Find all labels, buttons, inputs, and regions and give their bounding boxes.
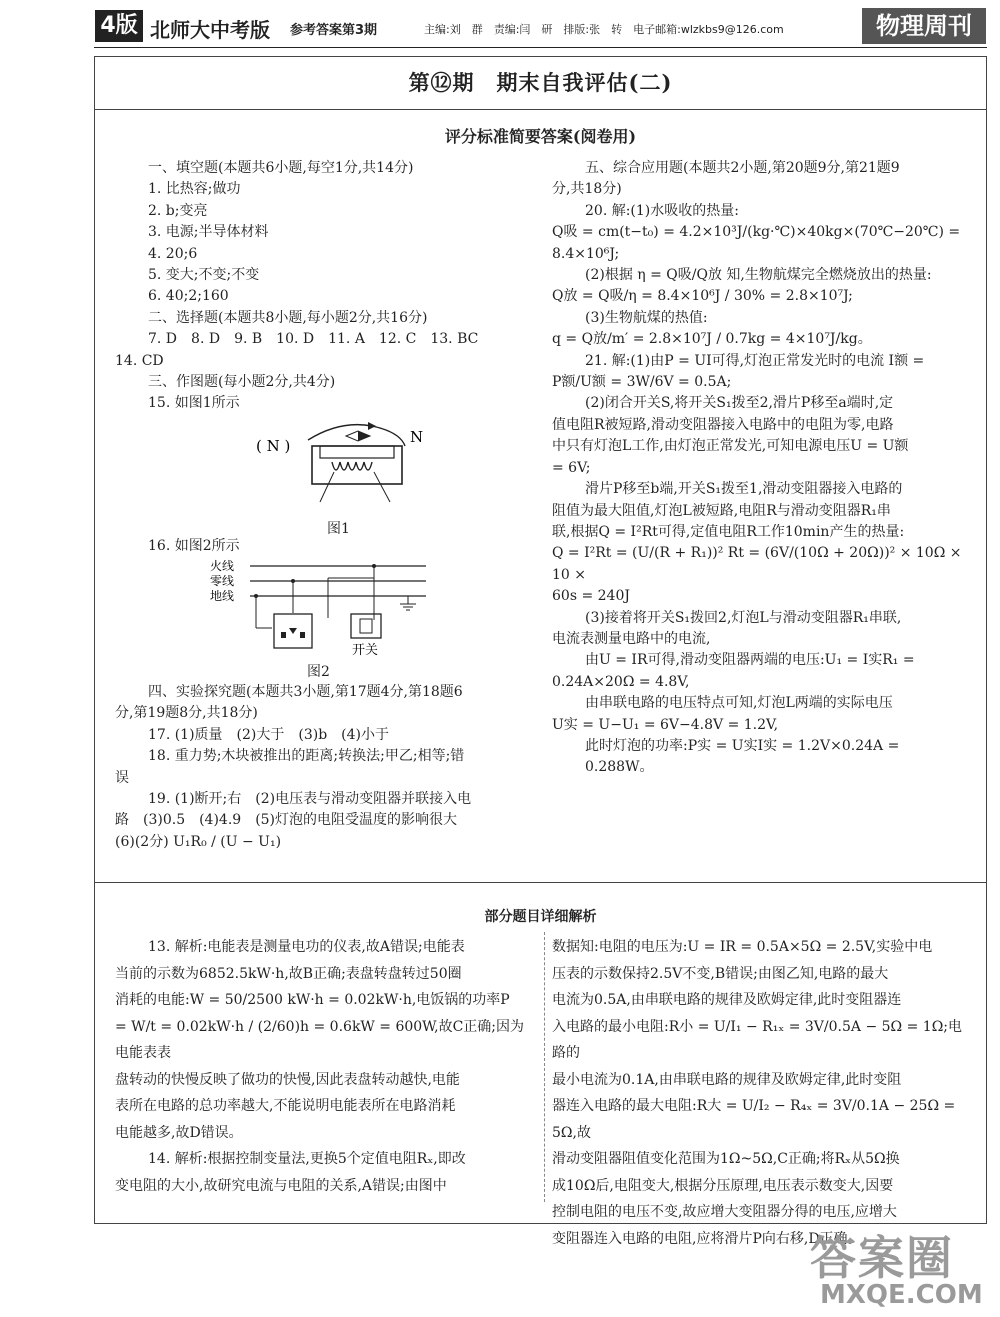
text-line: (6)(2分) U₁R₀ / (U − U₁)	[115, 833, 282, 850]
text-line: P额/U额 = 3W/6V = 0.5A;	[552, 374, 732, 391]
text-line: 中只有灯泡L工作,由灯泡正常发光,可知电源电压U = U额	[552, 438, 909, 455]
text-line: 路 (3)0.5 (4)4.9 (5)灯泡的电阻受温度的影响很大	[115, 812, 458, 829]
fig1-right-pole: N	[410, 428, 424, 446]
text-line: 电能越多,故D错误。	[115, 1124, 243, 1141]
text-line: 压表的示数保持2.5V不变,B错误;由图乙知,电路的最大	[552, 965, 889, 982]
text-line: 联,根据Q = I²Rt可得,定值电阻R工作10min产生的热量:	[552, 523, 905, 540]
text-line: = 6V;	[552, 459, 591, 476]
text-line: 消耗的电能:W = 50/2500 kW·h = 0.02kW·h,电饭锅的功率P	[115, 992, 510, 1008]
text-line: 60s = 240J	[552, 588, 630, 605]
text-line: 1. 比热容;做功	[148, 181, 241, 198]
text-line: 数据知:电阻的电压为:U = IR = 0.5A×5Ω = 2.5V,实验中电	[552, 939, 933, 955]
fig2-ground-wire: 地线	[210, 589, 235, 603]
editor-credits: 主编:刘 群 责编:闫 研 排版:张 转 电子邮箱:wlzkbs9@126.com	[424, 23, 784, 36]
fig1-left-pole: ( N )	[256, 437, 291, 455]
text-line: 表所在电路的总功率越大,不能说明电能表所在电路消耗	[115, 1098, 456, 1114]
issue-subtitle: 参考答案第3期	[290, 23, 378, 38]
text-line: 成10Ω后,电阻变大,根据分压原理,电压表示数变大,因要	[552, 1177, 894, 1194]
section-divider	[94, 882, 987, 883]
text-line: 8.4×10⁶J;	[552, 245, 620, 262]
text-line: (3)接着将开关S₁拨回2,灯泡L与滑动变阻器R₁串联,	[585, 609, 902, 626]
text-line: 盘转动的快慢反映了做功的快慢,因此表盘转动越快,电能	[115, 1071, 460, 1088]
text-line: 二、选择题(本题共8小题,每小题2分,共16分)	[148, 309, 428, 326]
text-line: 3. 电源;半导体材料	[148, 224, 269, 241]
detail-left	[115, 934, 535, 1199]
text-line: 此时灯泡的功率:P实 = U实I实 = 1.2V×0.24A = 0.288W。	[585, 737, 900, 776]
text-line: 5. 变大;不变;不变	[148, 267, 260, 284]
answers-title: 评分标准简要答案(阅卷用)	[444, 127, 637, 146]
text-line: 滑动变阻器阻值变化范围为1Ω~5Ω,C正确;将Rₓ从5Ω换	[552, 1151, 900, 1167]
text-line: 变电阻的大小,故研究电流与电阻的关系,A错误;由图中	[115, 1177, 447, 1194]
edition-badge: 4版	[95, 10, 143, 42]
fig2-live-wire: 火线	[210, 559, 235, 573]
text-line: 14. CD	[115, 352, 164, 369]
text-line: 滑片P移至b端,开关S₁拨至1,滑动变阻器接入电路的	[585, 481, 903, 498]
text-line: 由U = IR可得,滑动变阻器两端的电压:U₁ = I实R₁ =	[585, 652, 915, 669]
text-line: 器连入电路的最大电阻:R大 = U/I₂ − R₄ₓ = 3V/0.1A − 25Ω = 5Ω,故	[552, 1098, 956, 1141]
text-line: 14. 解析:根据控制变量法,更换5个定值电阻Rₓ,即改	[148, 1151, 466, 1167]
text-line: 13. 解析:电能表是测量电功的仪表,故A错误;电能表	[148, 939, 465, 955]
publication-name: 北师大中考版	[150, 18, 270, 42]
figure-2-household-circuit	[208, 558, 448, 662]
figure-1-caption: 图1	[327, 521, 350, 537]
text-line: = W/t = 0.02kW·h / (2/60)h = 0.6kW = 600W,故C正确;因为电能表表	[115, 1018, 524, 1061]
text-line: 入电路的最小电阻:R小 = U/I₁ − R₁ₓ = 3V/0.5A − 5Ω = 1Ω;电路的	[552, 1018, 963, 1061]
text-line: 当前的示数为6852.5kW·h,故B正确;表盘转盘转过50圈	[115, 965, 462, 982]
right-answers	[552, 158, 972, 779]
detail-title: 部分题目详细解析	[484, 909, 597, 925]
text-line: 18. 重力势;木块被推出的距离;转换法;甲乙;相等;错	[148, 748, 465, 765]
text-line: 7. D 8. D 9. B 10. D 11. A 12. C 13. BC	[148, 331, 479, 348]
text-line: 20. 解:(1)水吸收的热量:	[585, 202, 739, 219]
text-line: 分,第19题8分,共18分)	[115, 705, 258, 722]
figure-2-caption: 图2	[307, 664, 330, 680]
text-line: 0.24A×20Ω = 4.8V,	[552, 673, 690, 690]
text-line: q = Q放/m′ = 2.8×10⁷J / 0.7kg = 4×10⁷J/kg。	[552, 331, 872, 348]
text-line: 三、作图题(每小题2分,共4分)	[148, 374, 336, 391]
text-line: 21. 解:(1)由P = UI可得,灯泡正常发光时的电流 I额 =	[585, 352, 925, 369]
text-line: 一、填空题(本题共6小题,每空1分,共14分)	[148, 160, 414, 176]
text-line: 电流为0.5A,由串联电路的规律及欧姆定律,此时变阻器连	[552, 992, 902, 1008]
figure-1-electromagnet	[250, 412, 450, 512]
fig2-switch-label: 开关	[352, 643, 379, 658]
text-line: 值电阻R被短路,滑动变阻器接入电路中的电阻为零,电路	[552, 416, 894, 433]
text-line: 由串联电路的电压特点可知,灯泡L两端的实际电压	[585, 695, 893, 712]
text-line: 变阻器连入电路的电阻,应将滑片P向右移,D正确。	[552, 1230, 862, 1247]
column-divider	[544, 932, 545, 1202]
fig2-neutral-wire: 零线	[210, 574, 235, 588]
text-line: 控制电阻的电压不变,故应增大变阻器分得的电压,应增大	[552, 1204, 897, 1220]
text-line: Q放 = Q吸/η = 8.4×10⁶J / 30% = 2.8×10⁷J;	[552, 288, 853, 305]
text-line: 阻值为最大阻值,灯泡L被短路,电阻R与滑动变阻器R₁串	[552, 502, 891, 519]
text-line: 17. (1)质量 (2)大于 (3)b (4)小于	[148, 726, 390, 743]
text-line: (2)闭合开关S,将开关S₁拨至2,滑片P移至a端时,定	[585, 395, 894, 412]
text-line: 19. (1)断开;右 (2)电压表与滑动变阻器并联接入电	[148, 791, 472, 808]
page-title: 第⑫期 期末自我评估(二)	[94, 56, 987, 110]
text-line: 2. b;变亮	[148, 202, 208, 219]
left-answers-bottom	[115, 682, 535, 853]
text-line: 四、实验探究题(本题共3小题,第17题4分,第18题6	[148, 684, 463, 700]
question-16: 16. 如图2所示	[148, 538, 240, 554]
text-line: U实 = U−U₁ = 6V−4.8V = 1.2V,	[552, 716, 779, 733]
text-line: 五、综合应用题(本题共2小题,第20题9分,第21题9	[585, 160, 900, 176]
text-line: 6. 40;2;160	[148, 288, 229, 305]
text-line: (3)生物航煤的热值:	[585, 309, 708, 326]
text-line: 分,共18分)	[552, 181, 622, 198]
brand-badge: 物理周刊	[862, 8, 986, 44]
detail-right	[552, 934, 972, 1252]
watermark-logo: 答案圈	[810, 1231, 954, 1285]
text-line: 15. 如图1所示	[148, 395, 240, 412]
text-line: Q吸 = cm(t−t₀) = 4.2×10³J/(kg·℃)×40kg×(70℃−20℃) =	[552, 224, 961, 241]
text-line: (2)根据 η = Q吸/Q放 知,生物航煤完全燃烧放出的热量:	[585, 267, 932, 284]
left-answers-top	[115, 158, 535, 415]
text-line: 4. 20;6	[148, 245, 198, 262]
text-line: Q = I²Rt = (U/(R + R₁))² Rt = (6V/(10Ω + 20Ω))² × 10Ω × 10 ×	[552, 545, 962, 583]
text-line: 最小电流为0.1A,由串联电路的规律及欧姆定律,此时变阻	[552, 1071, 902, 1088]
watermark-url: MXQE.COM	[820, 1280, 983, 1310]
text-line: 误	[115, 769, 129, 786]
text-line: 电流表测量电路中的电流,	[552, 630, 711, 647]
